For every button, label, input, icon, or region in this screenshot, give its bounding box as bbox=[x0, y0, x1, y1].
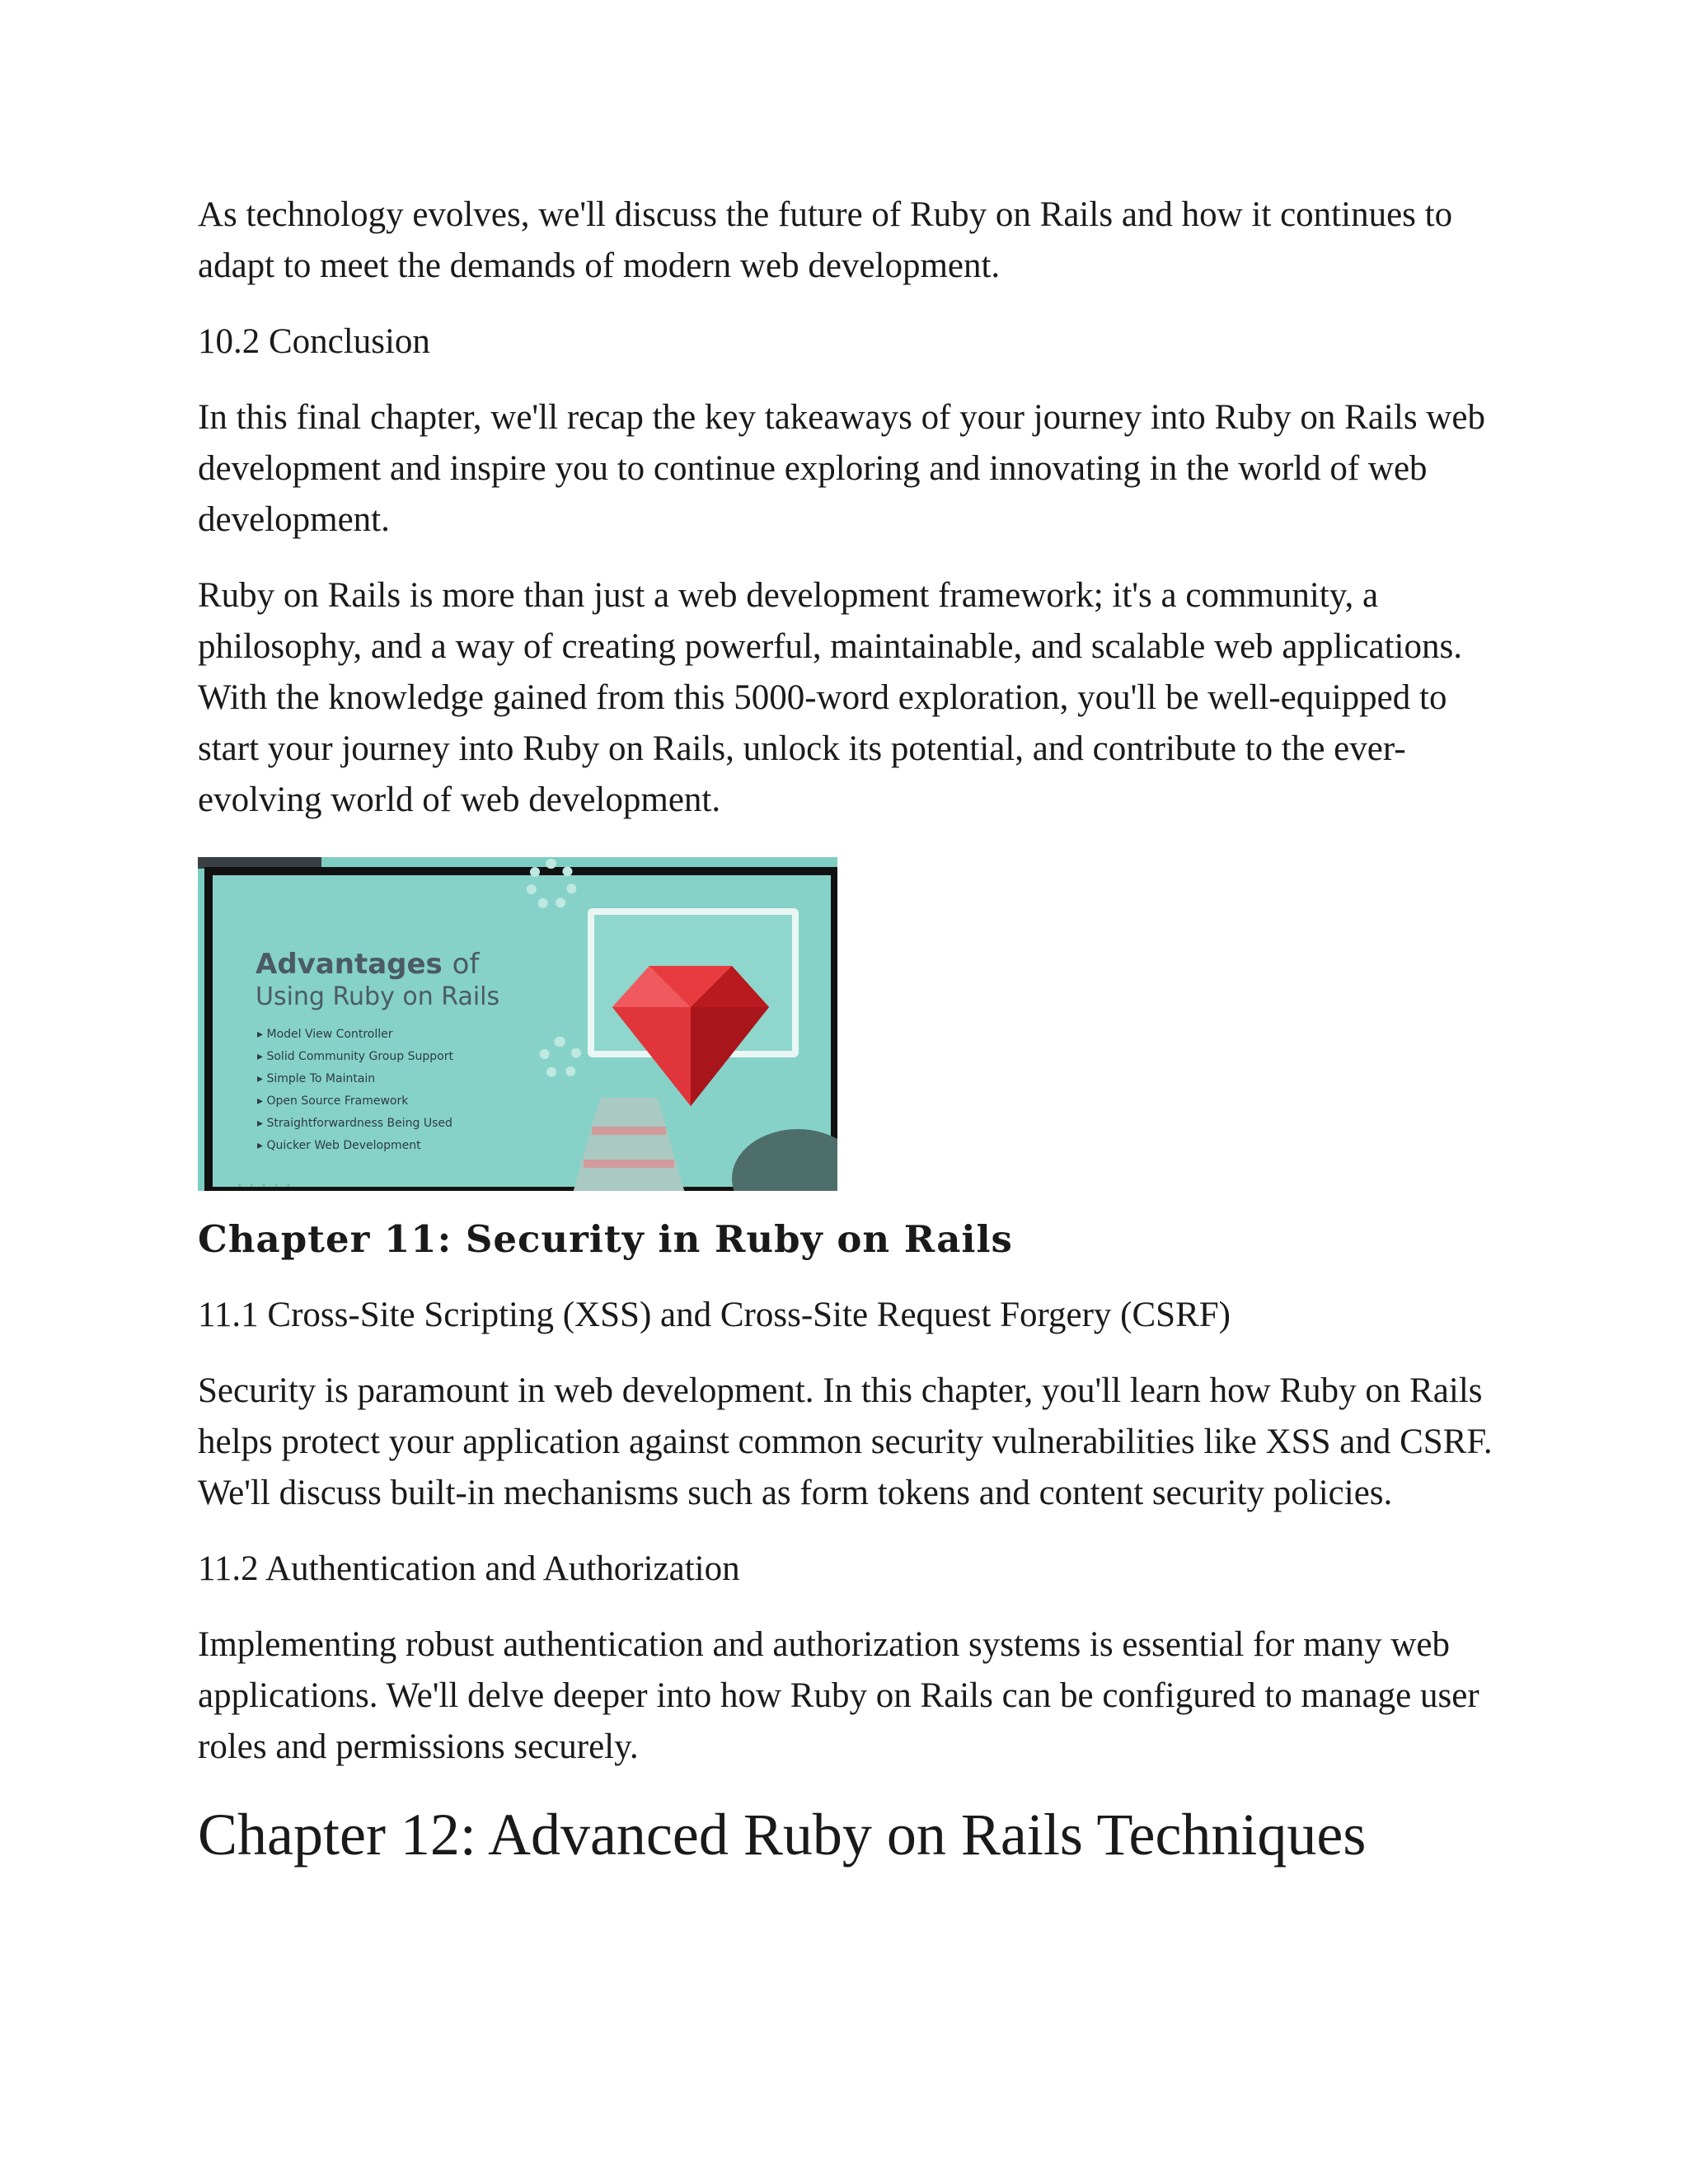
gear-icon bbox=[539, 1037, 582, 1080]
chapter-11-heading: Chapter 11: Security in Ruby on Rails bbox=[198, 1217, 1013, 1261]
figure-bullet: ▸ Quicker Web Development bbox=[257, 1135, 453, 1157]
gear-icon bbox=[526, 859, 577, 910]
figure-subtitle: Using Ruby on Rails bbox=[256, 982, 500, 1011]
rail-track-icon bbox=[567, 1098, 691, 1191]
figure-bullet: ▸ Open Source Framework bbox=[257, 1090, 453, 1113]
figure-title bbox=[256, 948, 479, 981]
decorative-dots: ••••• bbox=[237, 1180, 299, 1191]
figure-bullet: ▸ Straightforwardness Being Used bbox=[257, 1113, 453, 1135]
figure-title-of: of bbox=[452, 948, 480, 981]
page-content bbox=[198, 190, 1517, 1872]
ruby-gem-icon bbox=[612, 966, 769, 1106]
paragraph-security: Security is paramount in web development. In this chapter, you'll learn how Ruby on Rails helps protect your application against common security vulnerabilities like XSS and CSRF. We'll discuss built-in mechanisms such as form tokens and content security policies. bbox=[198, 1371, 1493, 1512]
advantages-figure bbox=[198, 857, 837, 1191]
section-heading-11-2: 11.2 Authentication and Authorization bbox=[198, 1549, 740, 1588]
section-heading-11-1: 11.1 Cross-Site Scripting (XSS) and Cross-Site Request Forgery (CSRF) bbox=[198, 1296, 1231, 1334]
paragraph-future: As technology evolves, we'll discuss the future of Ruby on Rails and how it continues to adapt to meet the demands of modern web development. bbox=[198, 195, 1453, 285]
decorative-shape bbox=[732, 1129, 837, 1191]
figure-bullet: ▸ Model View Controller bbox=[257, 1024, 453, 1046]
figure-bullet-list bbox=[257, 1024, 453, 1157]
figure-bullet: ▸ Simple To Maintain bbox=[257, 1068, 453, 1090]
figure-bullet: ▸ Solid Community Group Support bbox=[257, 1046, 453, 1068]
paragraph-ror-summary: Ruby on Rails is more than just a web development framework; it's a community, a philosophy, and a way of creating powerful, maintainable, and scalable web applications. With the knowledge gained from this 5000-word exploration, you'll be well-equipped to start your journey into Ruby on Rails, unlock its potential, and contribute to the ever-evolving world of web development. bbox=[198, 576, 1462, 819]
figure-frame bbox=[204, 867, 837, 1191]
figure-title-main: Advantages bbox=[256, 948, 443, 981]
chapter-12-heading: Chapter 12: Advanced Ruby on Rails Techniques bbox=[198, 1802, 1367, 1868]
paragraph-conclusion: In this final chapter, we'll recap the key takeaways of your journey into Ruby on Rails web development and inspire you to continue exploring and innovating in the world of web development. bbox=[198, 398, 1485, 539]
section-heading-10-2: 10.2 Conclusion bbox=[198, 322, 430, 361]
paragraph-auth: Implementing robust authentication and authorization systems is essential for many web applications. We'll delve deeper into how Ruby on Rails can be configured to manage user roles and permissions securely. bbox=[198, 1625, 1479, 1766]
